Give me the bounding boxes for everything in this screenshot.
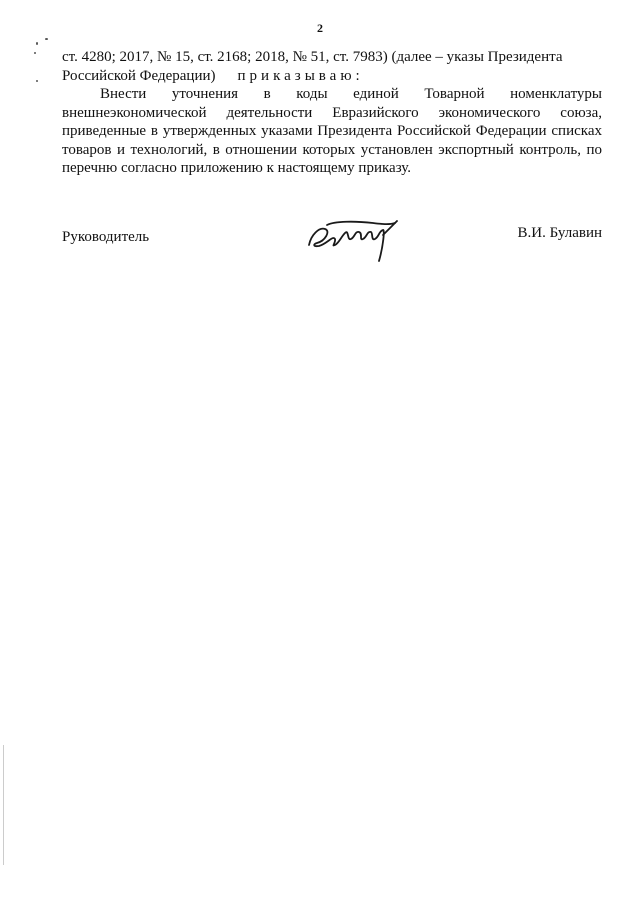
scan-mark — [36, 80, 38, 82]
text-line: ст. 4280; 2017, № 15, ст. 2168; 2018, № 51, ст. 7983) (далее – указы Президента — [62, 49, 563, 65]
scan-edge-line — [3, 745, 4, 865]
page-number: 2 — [317, 21, 323, 35]
scan-mark — [36, 42, 38, 45]
text-line — [62, 67, 602, 86]
order-word: приказываю: — [237, 67, 364, 84]
order-paragraph: Внести уточнения в коды единой Товарной номенклатуры внешнеэкономической деятельности Евразийского экономического союза, приведенные в утвержденных указами Президента Российской Федерации списках товаров и технологий, в отношении которых установлен экспортный контроль, по перечню согласно приложению к настоящему приказу. — [62, 86, 602, 176]
scan-mark — [34, 52, 36, 54]
order-text — [62, 48, 602, 178]
handwritten-signature — [305, 217, 405, 267]
signatory-name: В.И. Булавин — [517, 225, 602, 241]
scan-mark — [45, 38, 48, 40]
text-fragment: Российской Федерации) — [62, 67, 216, 84]
signatory-position: Руководитель — [62, 229, 150, 245]
